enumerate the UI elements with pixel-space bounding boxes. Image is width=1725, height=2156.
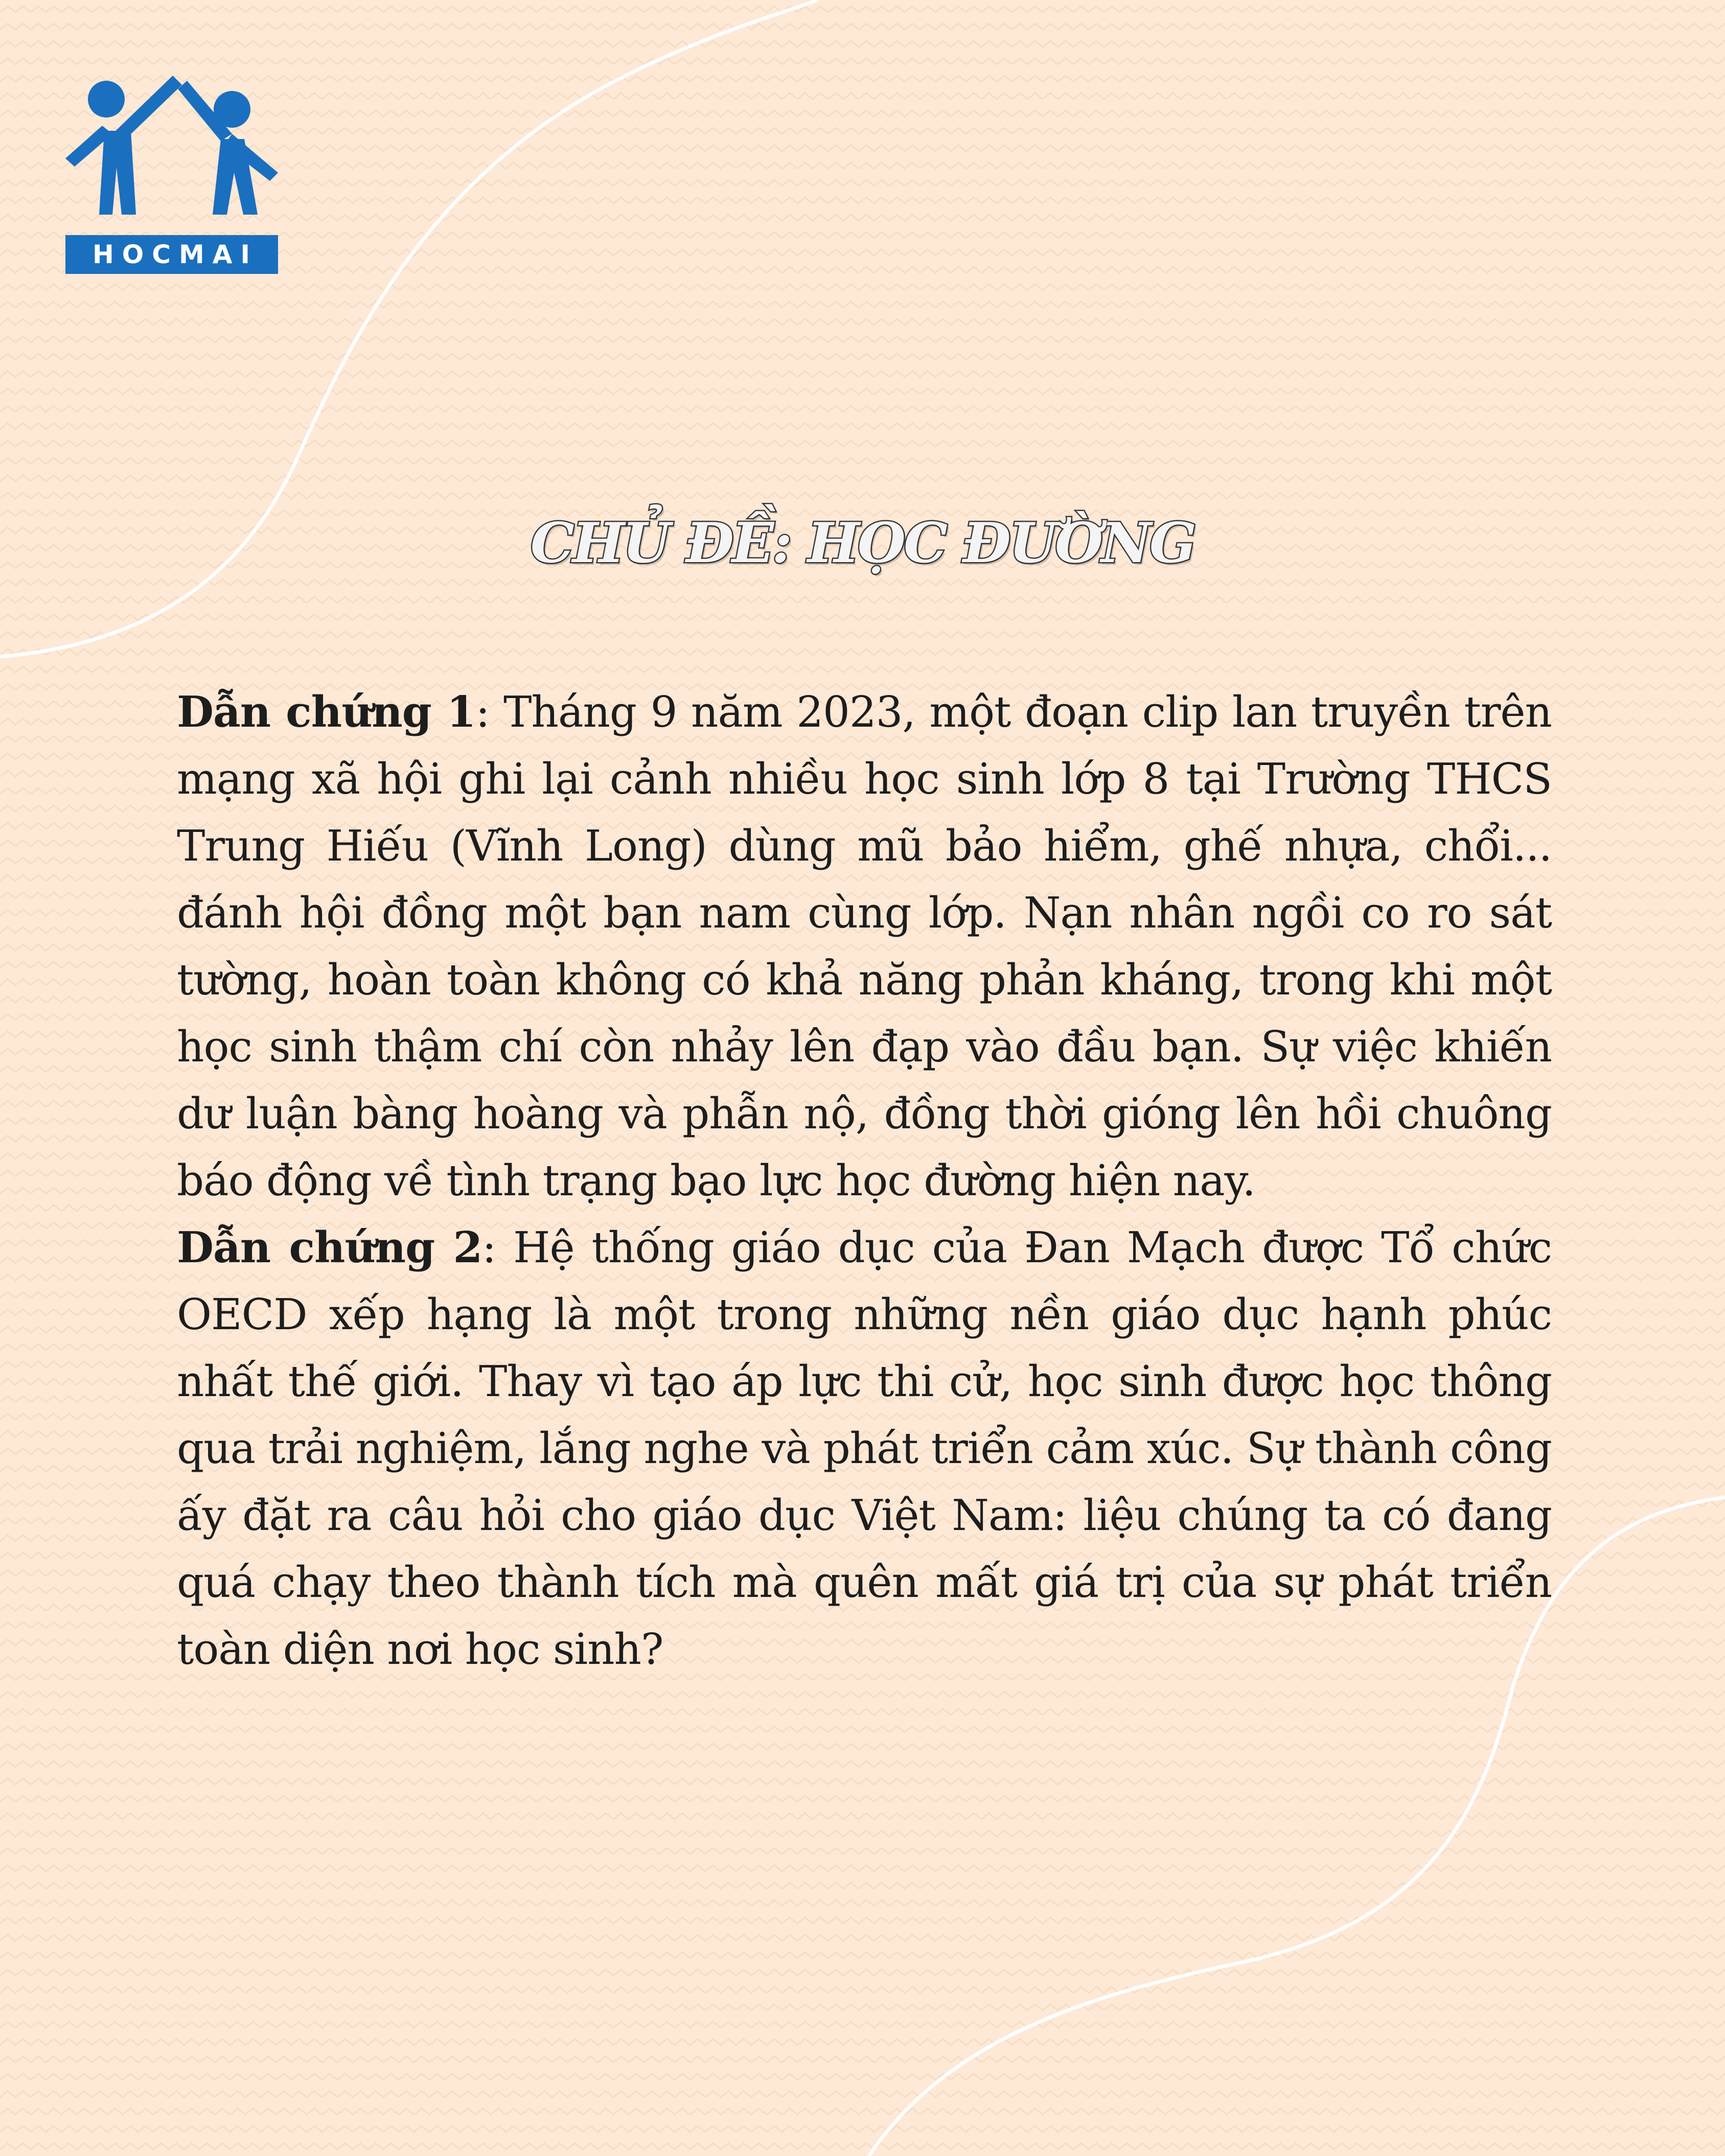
logo-figures-icon xyxy=(65,71,278,234)
evidence-content xyxy=(177,679,1552,1683)
hocmai-logo xyxy=(65,71,278,275)
evidence-text-2: : Hệ thống giáo dục của Đan Mạch được Tổ chức OECD xếp hạng là một trong những nền giáo dục hạnh phúc nhất thế giới. Thay vì tạo áp lực thi cử, học sinh được học thông qua trải nghiệm, lắng nghe và phát triển cảm xúc. Sự thành công ấy đặt ra câu hỏi cho giáo dục Việt Nam: liệu chúng ta có đang quá chạy theo thành tích mà quên mất giá trị của sự phát triển toàn diện nơi học sinh? xyxy=(177,1223,1552,1674)
logo-wordmark: HOCMAI xyxy=(65,235,278,274)
evidence-paragraph-1 xyxy=(177,679,1552,1214)
evidence-label-2: Dẫn chứng 2 xyxy=(177,1222,482,1272)
evidence-label-1: Dẫn chứng 1 xyxy=(177,687,476,737)
evidence-paragraph-2 xyxy=(177,1214,1552,1683)
evidence-text-1: : Tháng 9 năm 2023, một đoạn clip lan truyền trên mạng xã hội ghi lại cảnh nhiều học sinh lớp 8 tại Trường THCS Trung Hiếu (Vĩnh Long) dùng mũ bảo hiểm, ghế nhựa, chổi... đánh hội đồng một bạn nam cùng lớp. Nạn nhân ngồi co ro sát tường, hoàn toàn không có khả năng phản kháng, trong khi một học sinh thậm chí còn nhảy lên đạp vào đầu bạn. Sự việc khiến dư luận bàng hoàng và phẫn nộ, đồng thời gióng lên hồi chuông báo động về tình trạng bạo lực học đường hiện nay. xyxy=(177,687,1552,1205)
page-title: CHỦ ĐỀ: HỌC ĐƯỜNG xyxy=(530,511,1195,575)
